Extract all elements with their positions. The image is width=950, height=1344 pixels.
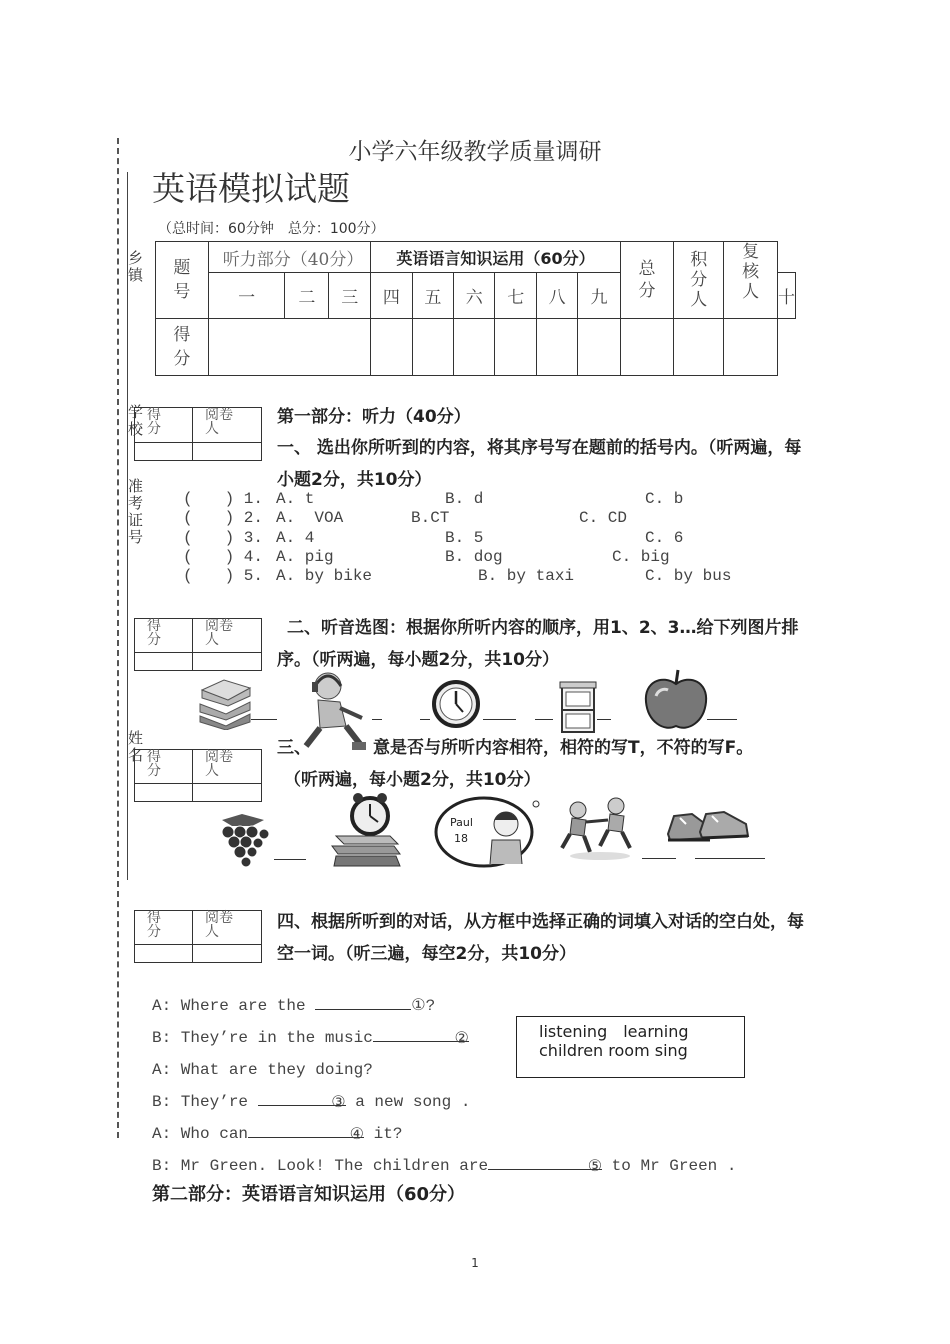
col-6: 六 (454, 273, 495, 319)
mini-score-table-3: 得分 阅卷人 (134, 749, 262, 802)
section3-instruction-main: 意是否与所听内容相符，相符的写T，不符的写F。 (373, 738, 754, 758)
col-4: 四 (371, 273, 412, 319)
paul-age-text: 18 (454, 832, 468, 845)
section4-instruction: 四、根据所听到的对话，从方框中选择正确的词填入对话的空白处，每空一词。（听三遍，每空2分，共10分） (277, 912, 804, 964)
exam-info: （总时间：60分钟 总分：100分） (158, 221, 385, 237)
mini-score-table-2: 得分 阅卷人 (134, 618, 262, 671)
mini-score-table-4: 得分 阅卷人 (134, 910, 262, 963)
section2-instruction: 二、听音选图：根据你所听内容的顺序，用1、2、3…给下列图片排序。（听两遍，每小题2分，共10分） (277, 618, 799, 670)
clock-picture (428, 680, 484, 728)
score-cell-6[interactable] (412, 319, 453, 376)
col-8: 八 (536, 273, 577, 319)
blank-5[interactable]: ⑤ (488, 1151, 602, 1170)
apple-picture (642, 668, 710, 732)
side-label-town: 乡镇 (128, 249, 144, 284)
page-number: 1 (471, 1256, 479, 1270)
col-5: 五 (412, 273, 453, 319)
score-cell-10[interactable] (578, 319, 620, 376)
word-box-line-1: listening learning (539, 1022, 689, 1041)
col-9: 九 (578, 273, 620, 319)
answer-line[interactable] (483, 719, 516, 720)
paul-portrait-picture (432, 794, 542, 870)
answer-line[interactable] (695, 858, 765, 859)
header-reviewer: 复核人 (724, 242, 778, 319)
blank-2[interactable]: ② (373, 1023, 469, 1042)
answer-line[interactable] (707, 719, 737, 720)
binding-dashed-line (117, 138, 119, 1138)
score-cell-7[interactable] (454, 319, 495, 376)
side-label-school: 学校 (128, 403, 144, 438)
side-label-exam-number: 准考证号 (128, 477, 144, 546)
col-1: 一 (208, 273, 285, 319)
part2-title: 第二部分：英语语言知识运用（60分） (152, 1184, 466, 1205)
score-cell-listening[interactable] (208, 319, 371, 376)
score-cell-9[interactable] (536, 319, 577, 376)
word-box-line-2: children room sing (539, 1041, 688, 1060)
answer-line[interactable] (274, 859, 306, 860)
side-label-name: 姓名 (128, 729, 144, 764)
row-label-question-number: 题号 (156, 242, 209, 319)
score-cell-5[interactable] (371, 319, 412, 376)
answer-line[interactable] (597, 719, 611, 720)
header-listening: 听力部分（40分） (208, 242, 371, 273)
section3-instruction-prefix: 三、 (277, 738, 311, 758)
running-kids-picture (560, 796, 634, 862)
blank-1[interactable] (315, 991, 411, 1010)
score-cell-scorer[interactable] (674, 319, 724, 376)
mini-score-table-1: 得分 阅卷人 (134, 407, 262, 461)
grapes-picture (212, 812, 274, 868)
dialogue-line: B: They’re in the music ② (152, 1022, 736, 1054)
header-scorer: 积分人 (674, 242, 724, 319)
row-label-score: 得分 (156, 319, 209, 376)
answer-line[interactable] (535, 719, 553, 720)
score-cell-8[interactable] (495, 319, 536, 376)
answer-line[interactable] (420, 719, 430, 720)
dialogue (152, 990, 736, 1182)
part1-title: 第一部分：听力（40分） (277, 407, 471, 427)
header-total: 总分 (620, 242, 674, 319)
header-knowledge: 英语语言知识运用（60分） (371, 242, 620, 273)
girl-headphones-picture (300, 668, 374, 754)
col-7: 七 (495, 273, 536, 319)
books-picture (196, 678, 254, 730)
shoes-picture (664, 804, 752, 848)
score-table (155, 241, 796, 376)
dialogue-line: A: Where are the ①? (152, 990, 736, 1022)
books-clock-picture (330, 792, 402, 868)
dialogue-line: A: What are they doing? (152, 1061, 373, 1079)
col-10: 十 (778, 273, 796, 319)
dialogue-line: B: They’re ③ a new song . (152, 1086, 736, 1118)
cabinet-picture (556, 680, 600, 734)
col-2: 二 (285, 273, 329, 319)
section3-instruction-note: （听两遍，每小题2分，共10分） (284, 770, 541, 790)
exam-title: 英语模拟试题 (152, 169, 350, 208)
col-3: 三 (329, 273, 371, 319)
answer-line[interactable] (372, 719, 382, 720)
score-cell-total[interactable] (620, 319, 674, 376)
blank-3[interactable]: ③ (258, 1087, 346, 1106)
paul-name-text: Paul (450, 816, 473, 829)
dialogue-line: B: Mr Green. Look! The children are ⑤ to Mr Green . (152, 1150, 736, 1182)
dialogue-line: A: Who can ④ it? (152, 1118, 736, 1150)
score-cell-reviewer[interactable] (724, 319, 778, 376)
section1-instruction: 一、 选出你所听到的内容，将其序号写在题前的括号内。（听两遍，每小题2分，共10分） (277, 438, 802, 490)
answer-line[interactable] (251, 719, 277, 720)
blank-4[interactable]: ④ (248, 1119, 364, 1138)
exam-subtitle: 小学六年级教学质量调研 (348, 139, 602, 165)
answer-line[interactable] (642, 858, 676, 859)
